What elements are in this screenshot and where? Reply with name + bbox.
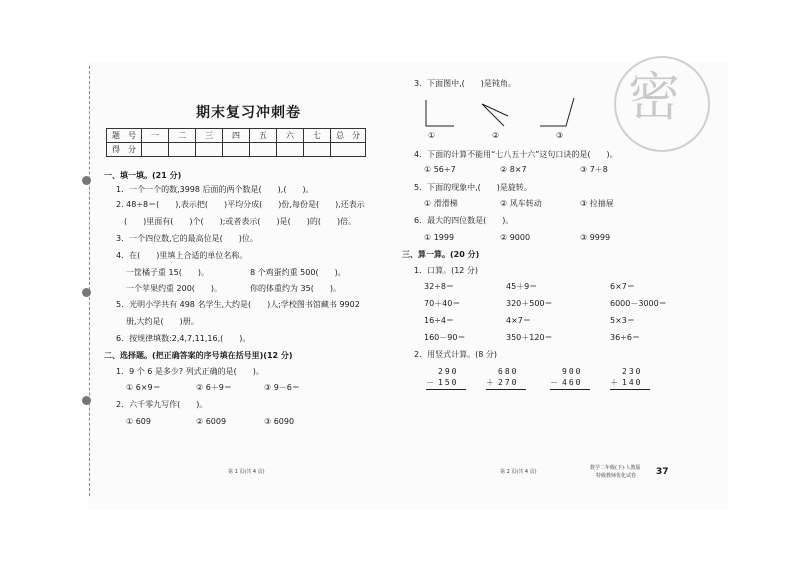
binding-hole [82, 288, 91, 297]
binding-line [89, 66, 90, 496]
oral-item: 36÷6＝ [610, 333, 640, 342]
score-table [106, 128, 366, 157]
vertical-calc-top: 900 [562, 367, 583, 376]
score-table-score-row [107, 143, 366, 157]
question-5-line-1: 5．光明小学共有 498 名学生,大约是( )人;学校图书馆藏书 9902 [116, 300, 360, 309]
vertical-calc-line [486, 389, 526, 390]
choice-5-option[interactable]: ③ 拉抽屉 [580, 199, 614, 208]
vertical-calc-top: 680 [498, 367, 519, 376]
angle-label: ① [428, 131, 436, 140]
choice-1: 1．9 个 6 是多少? 列式正确的是( )。 [116, 367, 264, 376]
score-header-cell: 六 [277, 129, 304, 143]
left-page-footer: 第 1 页(共 4 页) [228, 469, 265, 475]
question-4: 4．在( )里填上合适的单位名称。 [116, 251, 248, 260]
score-cell[interactable] [142, 143, 169, 157]
oral-item: 160－90＝ [424, 333, 466, 342]
obtuse-angle-figure [540, 98, 574, 126]
vertical-calc-operator: － [550, 378, 560, 387]
choice-6: 6．最大的四位数是( )。 [414, 216, 514, 225]
score-header-cell: 总 分 [331, 129, 366, 143]
question-5-line-2: 册,大约是( )册。 [126, 317, 199, 326]
choice-1-option[interactable]: ② 6＋9＝ [196, 383, 232, 392]
vertical-calc-top: 290 [438, 367, 459, 376]
question-1: 1．一个一个的数,3998 后面的两个数是( ),( )。 [116, 185, 314, 194]
choice-4-option[interactable]: ② 8×7 [500, 165, 527, 174]
vertical-calc-bottom: 270 [498, 378, 519, 387]
oral-item: 45＋9＝ [506, 282, 538, 291]
vertical-calc-line [610, 389, 650, 390]
book-series-line-1: 数学二年级(下)·人教版 [590, 465, 641, 471]
score-cell[interactable] [277, 143, 304, 157]
oral-item: 5×3＝ [610, 316, 635, 325]
question-2-line-1: 2. 48÷8＝( ),表示把( )平均分成( )份,每份是( ),还表示 [116, 200, 365, 209]
right-angle-figure [426, 100, 454, 126]
score-table-header-row [107, 129, 366, 143]
choice-4: 4．下面的计算不能用“七八五十六”这句口诀的是( )。 [414, 150, 618, 159]
vertical-calc-operator: － [426, 378, 436, 387]
question-4a: 一筐橘子重 15( )。 [126, 268, 209, 277]
score-cell[interactable] [223, 143, 250, 157]
binding-hole [82, 396, 91, 405]
oral-item: 6000－3000＝ [610, 299, 667, 308]
oral-item: 4×7＝ [506, 316, 531, 325]
oral-item: 320＋500＝ [506, 299, 553, 308]
oral-calc-title: 1．口算。(12 分) [414, 266, 479, 275]
score-cell[interactable] [304, 143, 331, 157]
page-title: 期末复习冲刺卷 [196, 105, 301, 121]
choice-2-option[interactable]: ① 609 [126, 417, 151, 426]
oral-item: 70＋40＝ [424, 299, 461, 308]
score-cell[interactable] [250, 143, 277, 157]
oral-item: 6×7＝ [610, 282, 635, 291]
acute-angle-figure [482, 104, 508, 126]
question-4b: 8 个鸡蛋约重 500( )。 [250, 268, 346, 277]
choice-5: 5．下面的现象中,( )是旋转。 [414, 183, 532, 192]
right-page-footer: 第 2 页(共 4 页) [500, 469, 537, 475]
score-cell[interactable] [196, 143, 223, 157]
choice-2: 2．六千零九写作( )。 [116, 400, 208, 409]
score-header-cell: 七 [304, 129, 331, 143]
score-header-cell: 三 [196, 129, 223, 143]
section-1-title: 一、填一填。(21 分) [104, 171, 182, 180]
vertical-calc-bottom: 150 [438, 378, 459, 387]
score-header-cell: 题 号 [107, 129, 142, 143]
score-header-cell: 一 [142, 129, 169, 143]
question-2-line-2: ( )里面有( )个( );或者表示( )是( )的( )倍。 [124, 217, 357, 226]
choice-2-option[interactable]: ② 6009 [196, 417, 227, 426]
vertical-calc-line [426, 389, 466, 390]
page-number: 37 [656, 467, 669, 477]
question-6: 6．按规律填数:2,4,7,11,16,( )。 [116, 334, 251, 343]
section-3-title: 三、算一算。(20 分) [402, 250, 480, 259]
choice-2-option[interactable]: ③ 6090 [264, 417, 295, 426]
question-3: 3．一个四位数,它的最高位是( )位。 [116, 234, 258, 243]
score-header-cell: 四 [223, 129, 250, 143]
score-header-cell: 二 [169, 129, 196, 143]
book-series-line-2: 特级教师优化试卷 [596, 473, 637, 479]
angle-label: ② [492, 131, 500, 140]
question-4d: 你的体重约为 35( )。 [250, 284, 341, 293]
vertical-calc-title: 2．用竖式计算。(8 分) [414, 350, 497, 359]
vertical-calc-line [550, 389, 590, 390]
choice-6-option[interactable]: ③ 9999 [580, 233, 611, 242]
choice-5-option[interactable]: ① 滑滑梯 [424, 199, 458, 208]
section-2-title: 二、选择题。(把正确答案的序号填在括号里)(12 分) [104, 351, 293, 360]
vertical-calc-operator: ＋ [610, 378, 620, 387]
oral-item: 32÷8＝ [424, 282, 454, 291]
question-4c: 一个苹果约重 200( )。 [126, 284, 223, 293]
choice-4-option[interactable]: ③ 7＋8 [580, 165, 608, 174]
choice-3: 3．下面图中,( )是钝角。 [414, 79, 516, 88]
oral-item: 16÷4＝ [424, 316, 454, 325]
choice-5-option[interactable]: ② 风车转动 [500, 199, 542, 208]
vertical-calc-bottom: 460 [562, 378, 583, 387]
angle-label: ③ [556, 131, 564, 140]
score-cell[interactable] [331, 143, 366, 157]
choice-6-option[interactable]: ① 1999 [424, 233, 455, 242]
vertical-calc-bottom: 140 [622, 378, 643, 387]
vertical-calc-top: 230 [622, 367, 643, 376]
choice-1-option[interactable]: ① 6×9＝ [126, 383, 161, 392]
choice-1-option[interactable]: ③ 9－6＝ [264, 383, 300, 392]
choice-6-option[interactable]: ② 9000 [500, 233, 531, 242]
vertical-calc-operator: ＋ [486, 378, 496, 387]
score-row-label: 得 分 [107, 143, 142, 157]
oral-item: 350＋120＝ [506, 333, 553, 342]
score-cell[interactable] [169, 143, 196, 157]
seal-char: 密 [628, 68, 681, 128]
choice-4-option[interactable]: ① 56÷7 [424, 165, 456, 174]
binding-hole [82, 176, 91, 185]
score-header-cell: 五 [250, 129, 277, 143]
